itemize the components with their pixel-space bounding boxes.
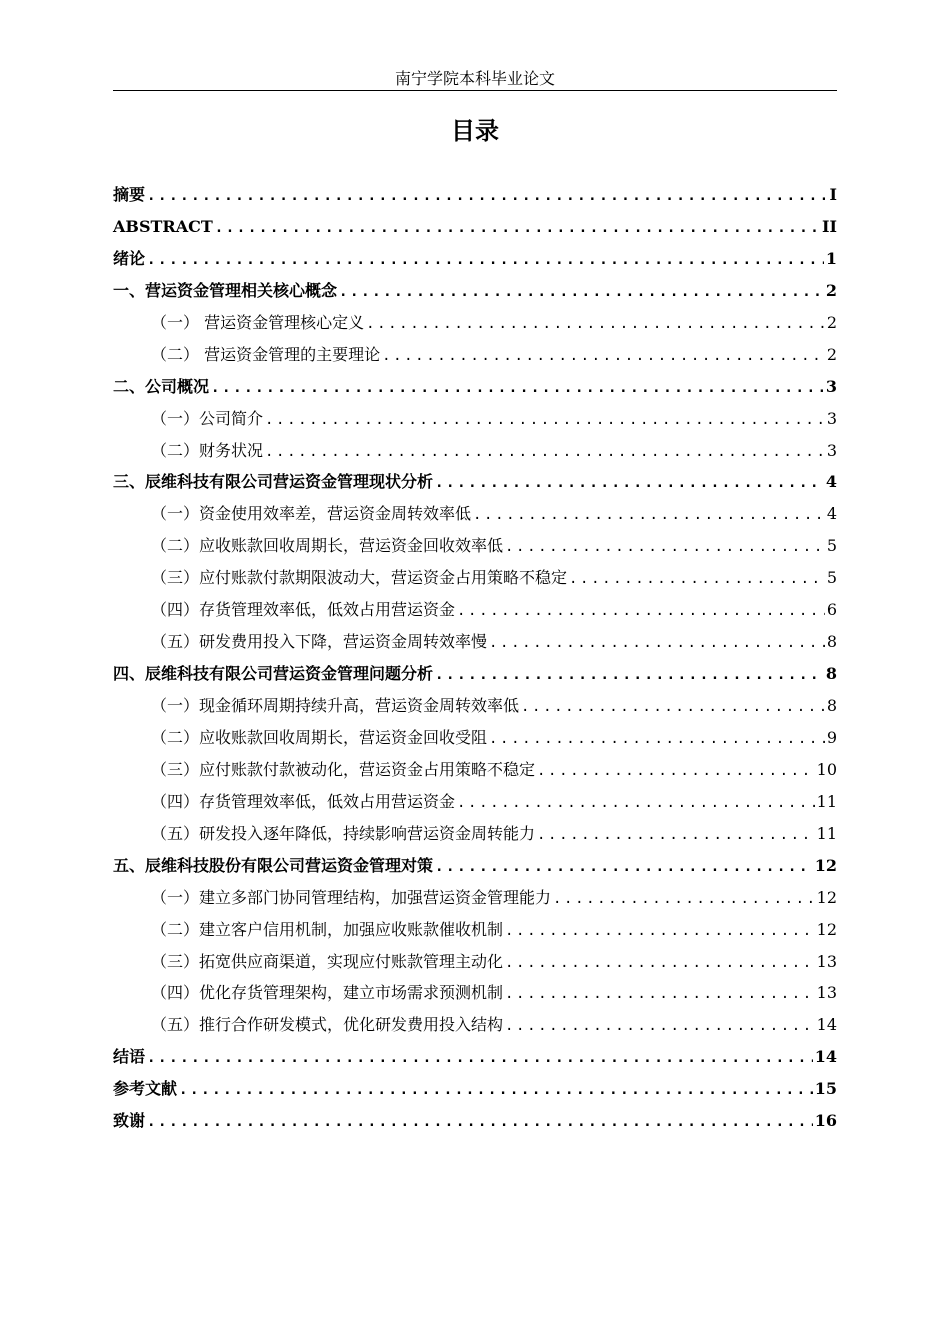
toc-dot-leader bbox=[473, 500, 825, 532]
toc-dot-leader bbox=[457, 596, 825, 628]
toc-entry[interactable] bbox=[113, 850, 837, 882]
toc-page-number: 14 bbox=[814, 1047, 837, 1067]
toc-entry-label: （五）研发投入逐年降低，持续影响营运资金周转能力 bbox=[151, 823, 536, 843]
toc-dot-leader bbox=[366, 309, 825, 341]
toc-entry[interactable] bbox=[113, 1041, 837, 1073]
toc-page-number: 3 bbox=[825, 376, 837, 396]
toc-dot-leader bbox=[147, 245, 824, 277]
toc-entry[interactable] bbox=[113, 594, 837, 626]
toc-page-number: 2 bbox=[825, 280, 837, 300]
toc-dot-leader bbox=[211, 373, 824, 405]
toc-entry[interactable] bbox=[113, 1009, 837, 1041]
toc-dot-leader bbox=[435, 852, 813, 884]
toc-entry-label: 四、辰维科技有限公司营运资金管理问题分析 bbox=[113, 664, 434, 684]
page-header: 南宁学院本科毕业论文 bbox=[394, 69, 555, 88]
toc-entry[interactable] bbox=[113, 690, 837, 722]
toc-entry[interactable] bbox=[113, 658, 837, 690]
toc-entry[interactable] bbox=[113, 530, 837, 562]
toc-dot-leader bbox=[505, 948, 815, 980]
toc-entry[interactable] bbox=[113, 466, 837, 498]
toc-dot-leader bbox=[553, 884, 815, 916]
toc-page-number: 12 bbox=[816, 919, 837, 939]
toc-entry[interactable] bbox=[113, 754, 837, 786]
toc-entry-label: （一） 营运资金管理核心定义 bbox=[151, 312, 365, 332]
toc-entry-label: （二）应收账款回收周期长，营运资金回收效率低 bbox=[151, 536, 504, 556]
toc-page-number: 13 bbox=[816, 951, 837, 971]
toc-entry-label: （四）存货管理效率低，低效占用营运资金 bbox=[151, 791, 456, 811]
toc-page-number: 12 bbox=[816, 887, 837, 907]
toc-page-number: 4 bbox=[826, 504, 837, 524]
toc-entry-label: ABSTRACT bbox=[113, 216, 213, 236]
toc-dot-leader bbox=[215, 213, 820, 245]
toc-entry[interactable] bbox=[113, 562, 837, 594]
toc-entry-label: （三）应付账款付款期限波动大，营运资金占用策略不稳定 bbox=[151, 568, 568, 588]
toc-entry-label: 三、辰维科技有限公司营运资金管理现状分析 bbox=[113, 472, 434, 492]
toc-dot-leader bbox=[265, 437, 825, 469]
toc-page-number: 16 bbox=[814, 1111, 837, 1131]
toc-page-number: 6 bbox=[826, 600, 837, 620]
toc-page-number: 8 bbox=[825, 664, 837, 684]
toc-entry[interactable] bbox=[113, 403, 837, 435]
toc-page-number: 11 bbox=[816, 791, 837, 811]
toc-page-number: 3 bbox=[826, 440, 837, 460]
toc-page-number: 8 bbox=[826, 632, 837, 652]
toc-entry[interactable] bbox=[113, 371, 837, 403]
toc-page-number: 13 bbox=[816, 983, 837, 1003]
toc-dot-leader bbox=[569, 564, 825, 596]
toc-dot-leader bbox=[537, 820, 815, 852]
toc-dot-leader bbox=[339, 277, 824, 309]
toc-dot-leader bbox=[147, 181, 825, 213]
toc-entry[interactable] bbox=[113, 946, 837, 978]
toc-entry[interactable] bbox=[113, 243, 837, 275]
toc-entry-label: （五）推行合作研发模式，优化研发费用投入结构 bbox=[151, 1015, 504, 1035]
toc-entry-label: 绪论 bbox=[113, 248, 146, 268]
toc-page-number: 1 bbox=[825, 248, 837, 268]
toc-page-number: 9 bbox=[826, 727, 837, 747]
toc-dot-leader bbox=[179, 1075, 813, 1107]
toc-entry-label: （二）应收账款回收周期长，营运资金回收受阻 bbox=[151, 727, 488, 747]
toc-dot-leader bbox=[505, 1011, 815, 1043]
toc-page-number: II bbox=[822, 216, 837, 236]
toc-dot-leader bbox=[457, 788, 815, 820]
toc-entry[interactable] bbox=[113, 339, 837, 371]
table-of-contents bbox=[113, 179, 837, 1137]
toc-dot-leader bbox=[489, 724, 825, 756]
toc-entry-label: （一）现金循环周期持续升高，营运资金周转效率低 bbox=[151, 696, 520, 715]
toc-entry[interactable] bbox=[113, 435, 837, 467]
toc-dot-leader bbox=[435, 660, 824, 692]
toc-dot-leader bbox=[382, 341, 825, 373]
page-title: 目录 bbox=[451, 117, 499, 145]
toc-page-number: 5 bbox=[826, 568, 837, 588]
toc-page-number: 8 bbox=[826, 696, 837, 715]
toc-page-number: 2 bbox=[826, 344, 837, 364]
toc-entry[interactable] bbox=[113, 498, 837, 530]
toc-entry[interactable] bbox=[113, 882, 837, 914]
toc-entry[interactable] bbox=[113, 786, 837, 818]
toc-dot-leader bbox=[505, 532, 825, 564]
toc-entry[interactable] bbox=[113, 626, 837, 658]
toc-entry[interactable] bbox=[113, 179, 837, 211]
toc-entry[interactable] bbox=[113, 211, 837, 243]
header-rule bbox=[113, 90, 837, 91]
toc-entry-label: （五）研发费用投入下降，营运资金周转效率慢 bbox=[151, 632, 488, 652]
toc-entry-label: 摘要 bbox=[113, 185, 146, 204]
toc-entry-label: （四）存货管理效率低，低效占用营运资金 bbox=[151, 600, 456, 620]
toc-entry-label: （二） 营运资金管理的主要理论 bbox=[151, 344, 381, 364]
toc-page-number: 11 bbox=[816, 823, 837, 843]
toc-page-number: 5 bbox=[826, 536, 837, 556]
toc-dot-leader bbox=[521, 692, 825, 724]
toc-entry-label: （一）资金使用效率差，营运资金周转效率低 bbox=[151, 504, 472, 524]
toc-entry-label: 参考文献 bbox=[113, 1079, 178, 1099]
toc-entry-label: （一）建立多部门协同管理结构，加强营运资金管理能力 bbox=[151, 887, 552, 907]
toc-dot-leader bbox=[147, 1107, 813, 1139]
toc-page-number: 2 bbox=[826, 312, 837, 332]
toc-page-number: 14 bbox=[816, 1015, 837, 1035]
toc-entry-label: （三）应付账款付款被动化，营运资金占用策略不稳定 bbox=[151, 759, 536, 779]
toc-page-number: 4 bbox=[825, 472, 837, 492]
toc-entry-label: （一）公司简介 bbox=[151, 408, 264, 428]
toc-entry-label: （二）财务状况 bbox=[151, 440, 264, 460]
toc-entry[interactable] bbox=[113, 275, 837, 307]
toc-page-number: I bbox=[829, 185, 837, 204]
toc-entry[interactable] bbox=[113, 818, 837, 850]
toc-page-number: 3 bbox=[826, 408, 837, 428]
toc-entry[interactable] bbox=[113, 977, 837, 1009]
toc-entry[interactable] bbox=[113, 307, 837, 339]
toc-entry-label: （二）建立客户信用机制，加强应收账款催收机制 bbox=[151, 919, 504, 939]
toc-dot-leader bbox=[265, 405, 825, 437]
toc-dot-leader bbox=[537, 756, 815, 788]
toc-page-number: 15 bbox=[814, 1079, 837, 1099]
toc-entry[interactable] bbox=[113, 722, 837, 754]
toc-entry-label: （四）优化存货管理架构，建立市场需求预测机制 bbox=[151, 983, 504, 1003]
toc-entry-label: 结语 bbox=[113, 1047, 146, 1067]
toc-entry-label: 致谢 bbox=[113, 1111, 146, 1131]
toc-entry-label: 一、营运资金管理相关核心概念 bbox=[113, 280, 338, 300]
toc-dot-leader bbox=[505, 916, 815, 948]
toc-entry[interactable] bbox=[113, 1105, 837, 1137]
toc-dot-leader bbox=[505, 979, 815, 1011]
toc-dot-leader bbox=[147, 1043, 813, 1075]
toc-entry-label: 二、公司概况 bbox=[113, 376, 210, 396]
toc-page-number: 10 bbox=[816, 759, 837, 779]
toc-page-number: 12 bbox=[814, 855, 837, 875]
toc-entry-label: （三）拓宽供应商渠道，实现应付账款管理主动化 bbox=[151, 951, 504, 971]
toc-dot-leader bbox=[489, 628, 825, 660]
toc-entry[interactable] bbox=[113, 914, 837, 946]
toc-entry[interactable] bbox=[113, 1073, 837, 1105]
toc-dot-leader bbox=[435, 468, 824, 500]
toc-entry-label: 五、辰维科技股份有限公司营运资金管理对策 bbox=[113, 855, 434, 875]
